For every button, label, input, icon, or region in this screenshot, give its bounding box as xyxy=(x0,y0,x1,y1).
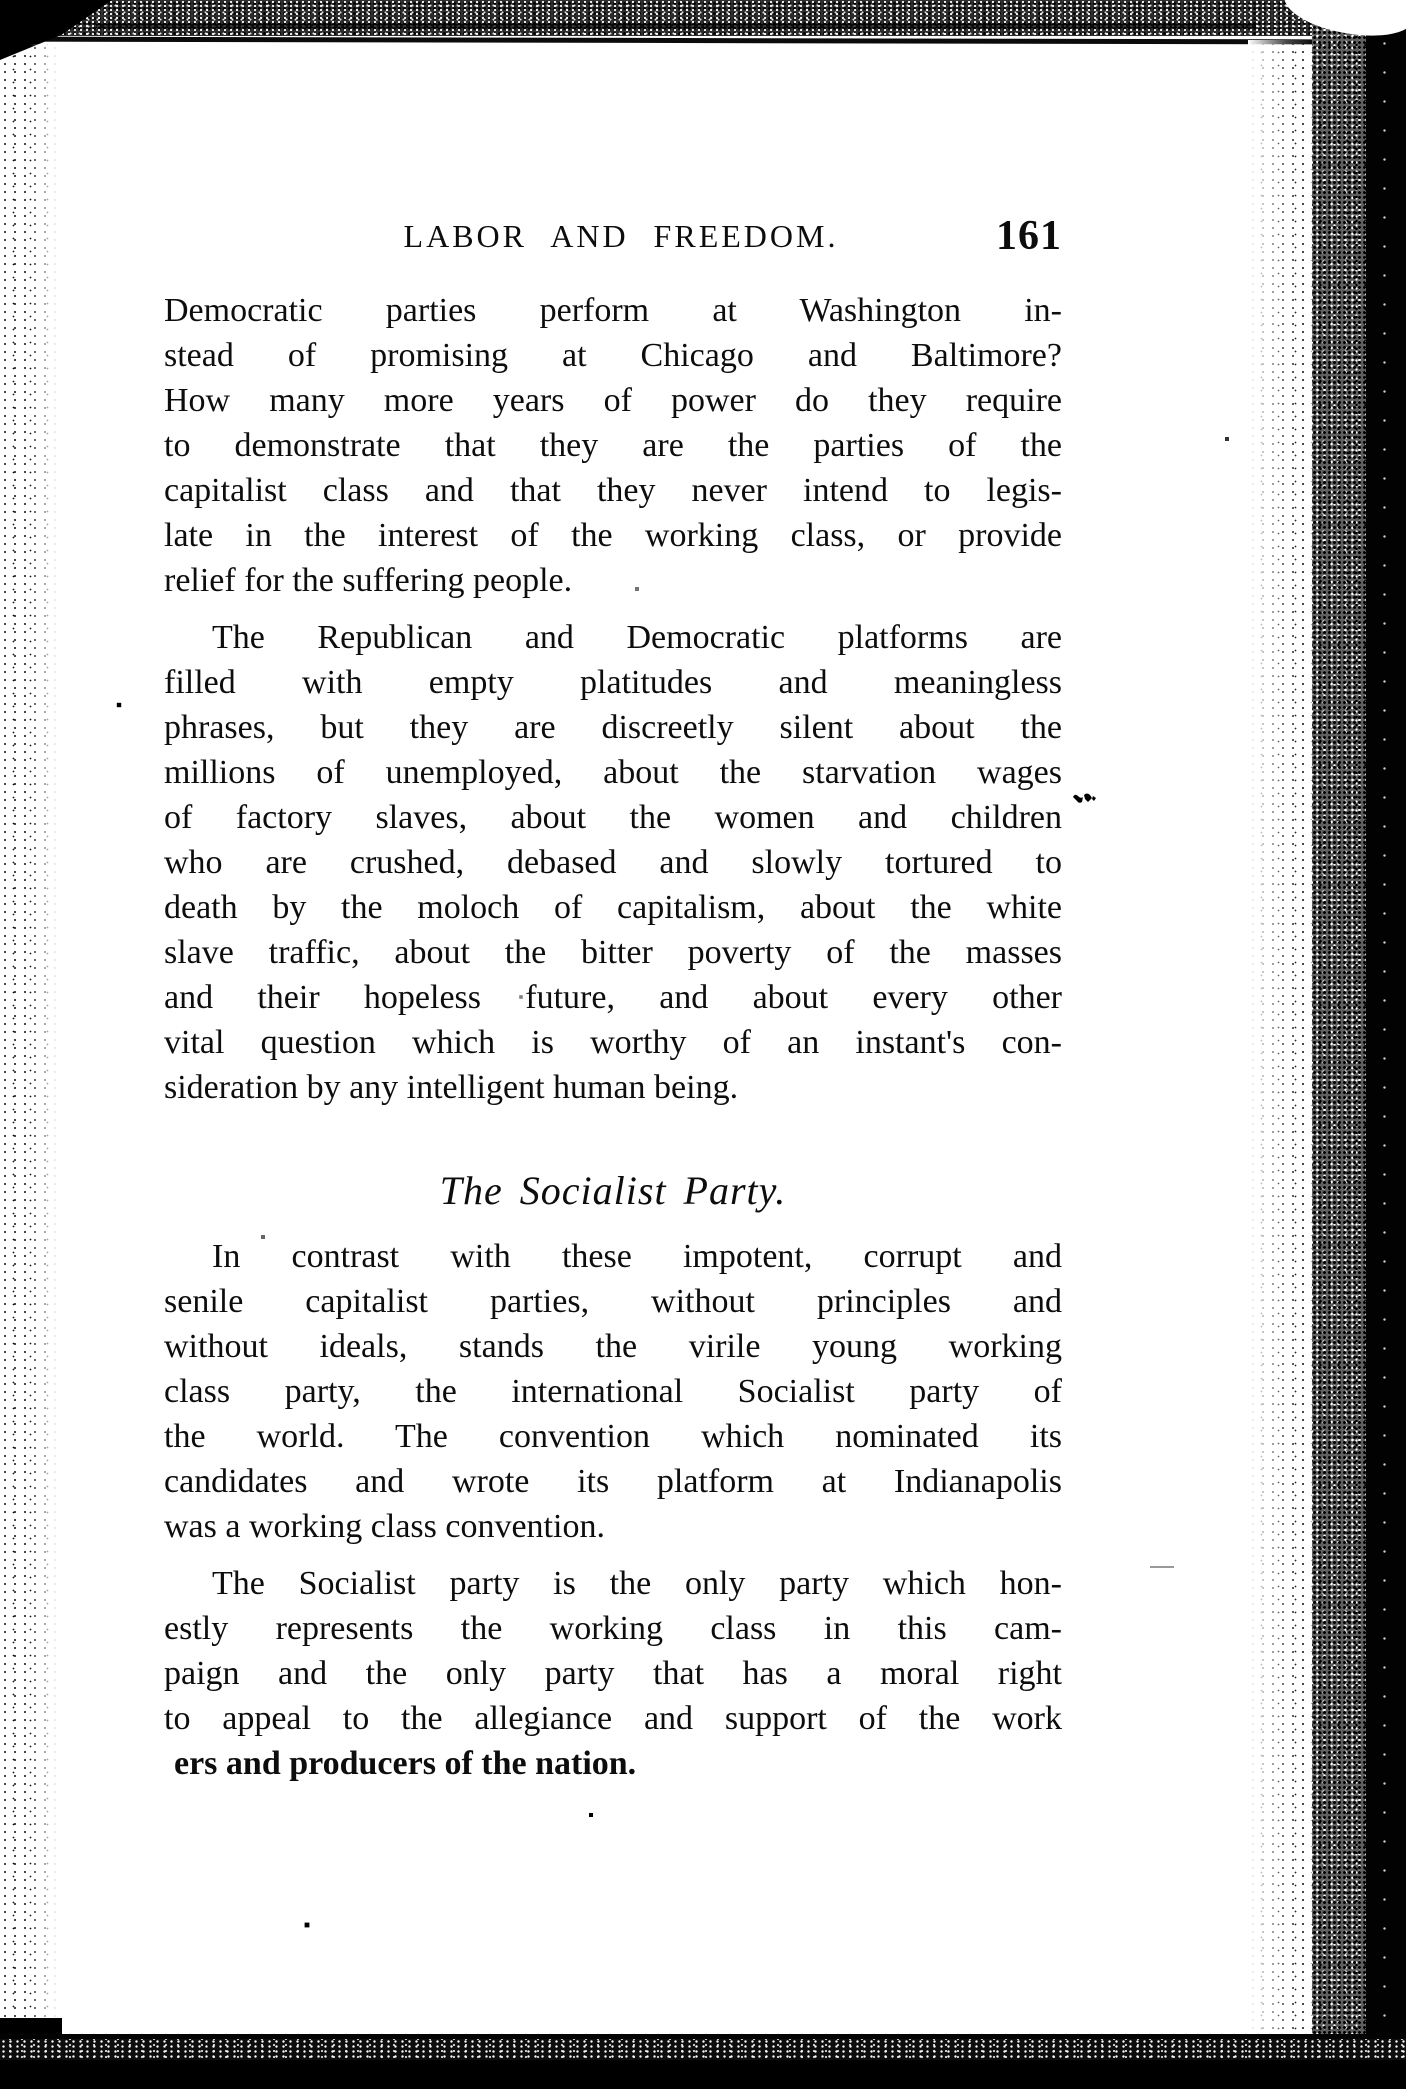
text-line: and their hopeless future, and about every other xyxy=(164,979,1062,1016)
page-specks xyxy=(0,0,2,2)
text-line: sideration by any intelligent human being. xyxy=(164,1069,739,1106)
text-line: senile capitalist parties, without principles and xyxy=(164,1283,1062,1320)
page-content xyxy=(164,213,1062,1782)
page-header-title: LABOR AND FREEDOM. xyxy=(403,218,839,254)
scan-top-rule xyxy=(26,37,1314,45)
scan-right-noise-band xyxy=(1312,0,1366,2089)
text-line: slave traffic, about the bitter poverty of the masses xyxy=(164,934,1062,971)
text-line: capitalist class and that they never intend to legis- xyxy=(164,472,1062,509)
paragraph-4 xyxy=(164,1561,1062,1786)
paragraph-2 xyxy=(164,615,1062,1110)
text-line: the world. The convention which nominated its xyxy=(164,1418,1062,1455)
page-number: 161 xyxy=(996,213,1062,259)
scan-edge-bottom xyxy=(0,2060,1406,2089)
body-text xyxy=(164,288,1062,1786)
scan-edge-top xyxy=(0,0,1406,36)
text-line: death by the moloch of capitalism, about the white xyxy=(164,889,1062,926)
scan-left-speckle xyxy=(0,44,58,2036)
scan-right-black-band xyxy=(1366,0,1406,2089)
text-line: who are crushed, debased and slowly tortured to xyxy=(164,844,1062,881)
text-line: How many more years of power do they require xyxy=(164,382,1062,419)
text-line: of factory slaves, about the women and children xyxy=(164,799,1062,836)
text-line: ers and producers of the nation. xyxy=(174,1745,637,1782)
text-line: late in the interest of the working class, or provide xyxy=(164,517,1062,554)
text-line: The Socialist party is the only party which hon- xyxy=(212,1565,1062,1602)
text-line: candidates and wrote its platform at Indianapolis xyxy=(164,1463,1062,1500)
text-line: estly represents the working class in this cam- xyxy=(164,1610,1062,1647)
text-line: to demonstrate that they are the parties of the xyxy=(164,427,1062,464)
running-header xyxy=(164,213,1062,262)
section-heading: The Socialist Party. xyxy=(439,1168,787,1213)
text-line: millions of unemployed, about the starvation wages xyxy=(164,754,1062,791)
text-line: was a working class convention. xyxy=(164,1508,605,1545)
text-line: In contrast with these impotent, corrupt and xyxy=(212,1238,1062,1275)
text-line: stead of promising at Chicago and Baltimore? xyxy=(164,337,1062,374)
text-line: to appeal to the allegiance and support of the work xyxy=(164,1700,1062,1737)
text-line: without ideals, stands the virile young working xyxy=(164,1328,1062,1365)
ink-smudge-icon xyxy=(1072,790,1098,806)
scan-top-rule-inner xyxy=(96,24,1256,28)
text-line: phrases, but they are discreetly silent about the xyxy=(164,709,1062,746)
text-line: Democratic parties perform at Washington in- xyxy=(164,292,1062,329)
ink-smudge-mark xyxy=(1072,790,1098,811)
margin-dash-artifact xyxy=(1150,1566,1174,1568)
text-line: class party, the international Socialist party of xyxy=(164,1373,1062,1410)
text-line: paign and the only party that has a moral right xyxy=(164,1655,1062,1692)
text-line: filled with empty platitudes and meaningless xyxy=(164,664,1062,701)
text-line: relief for the suffering people. xyxy=(164,562,573,599)
paragraph-3 xyxy=(164,1234,1062,1549)
scan-right-speckle xyxy=(1248,40,1312,2089)
text-line: The Republican and Democratic platforms are xyxy=(212,619,1062,656)
text-line: vital question which is worthy of an instant's con- xyxy=(164,1024,1062,1061)
paragraph-1 xyxy=(164,288,1062,603)
